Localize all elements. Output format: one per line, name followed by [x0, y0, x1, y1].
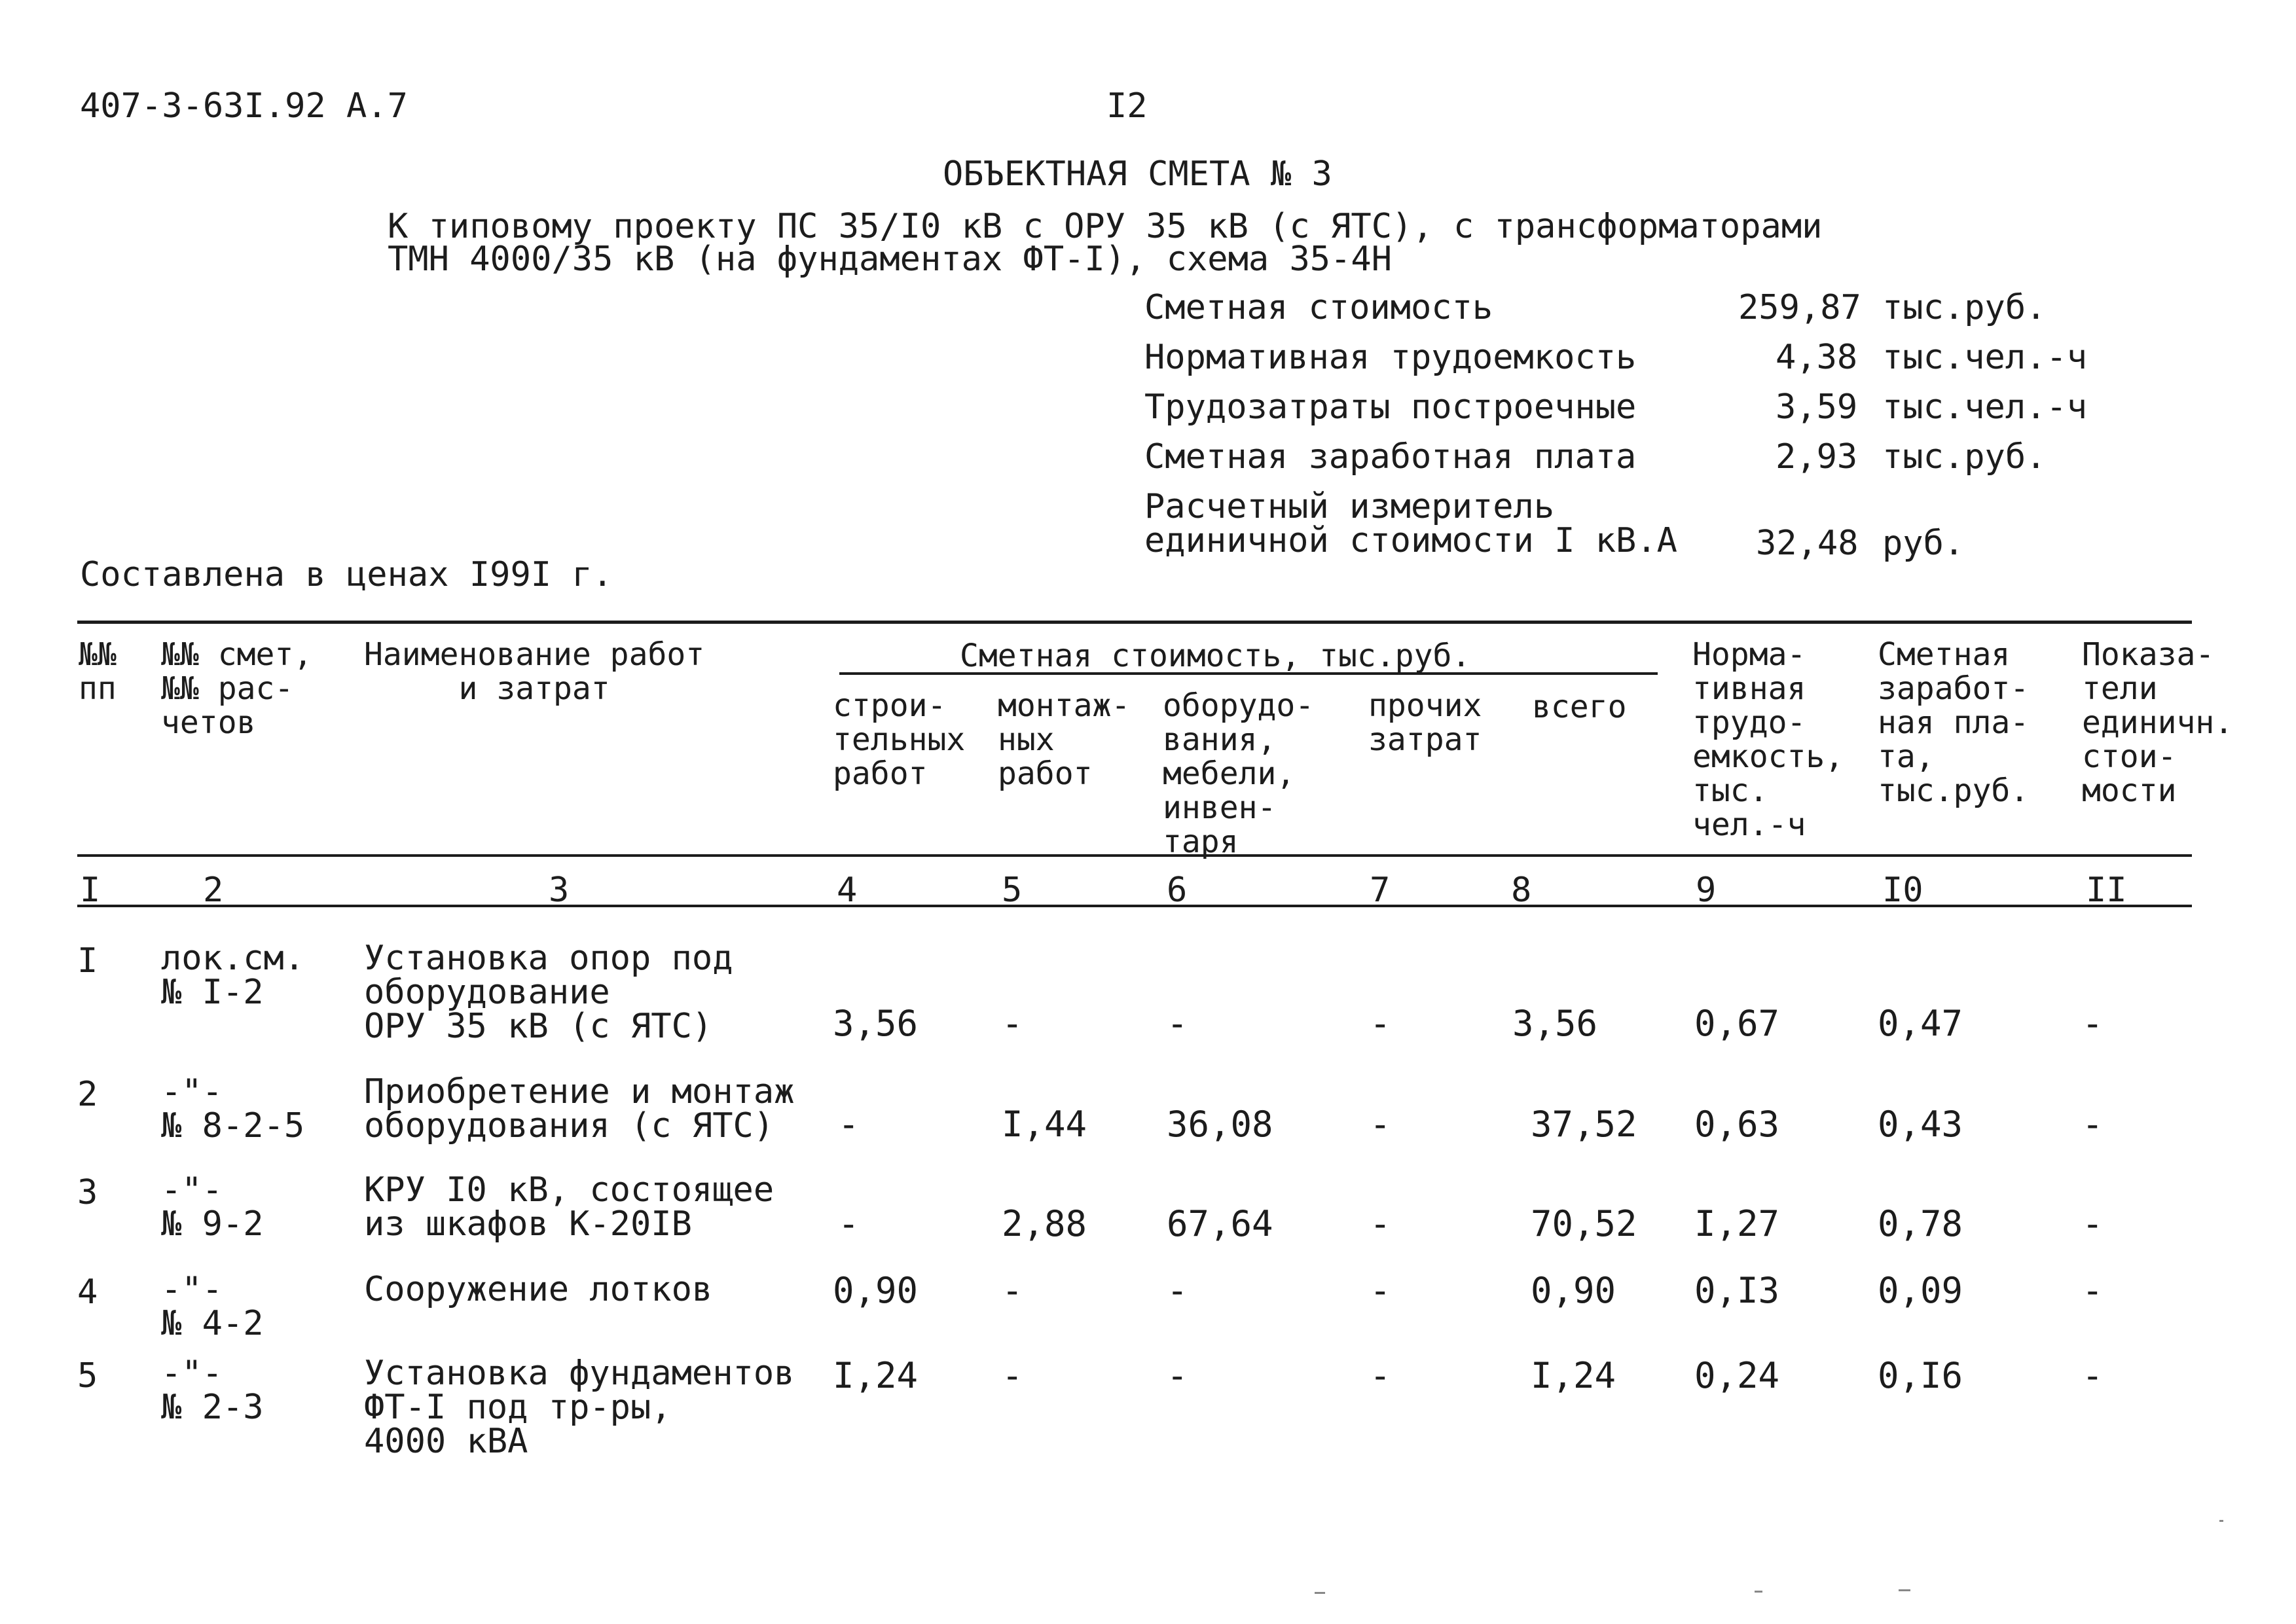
row-total-cost: 70,52: [1531, 1203, 1637, 1244]
page-number: I2: [1106, 86, 1148, 126]
header-work-name: Наименование работ и затрат: [364, 636, 705, 707]
summary-label: Трудозатраты построечные: [1144, 388, 1637, 427]
header-cost-group: Сметная стоимость, тыс.руб.: [960, 638, 1471, 674]
header-estimate-ref: №№ смет, №№ рас- четов: [161, 636, 313, 741]
row-estimate-ref: -"- № 9-2: [161, 1170, 264, 1244]
column-number: I0: [1882, 871, 1923, 910]
header-bottom-rule: [77, 854, 2192, 857]
summary-unit: тыс.чел.-ч: [1882, 388, 2088, 427]
row-unit-indicator: -: [2082, 1355, 2104, 1396]
row-work-name: Установка фундаментов ФТ-I под тр-ры, 4000 кВА: [364, 1354, 795, 1461]
row-installation-cost: 2,88: [1002, 1203, 1087, 1244]
row-wages: 0,47: [1878, 1003, 1963, 1044]
row-construction-cost: 0,90: [833, 1270, 919, 1311]
row-construction-cost: I,24: [833, 1355, 919, 1396]
row-installation-cost: -: [1002, 1355, 1023, 1396]
summary-label: Расчетный измеритель единичной стоимости I кВ.А: [1144, 487, 1677, 560]
row-labor-intensity: 0,24: [1694, 1355, 1780, 1396]
column-number: 5: [1002, 871, 1023, 910]
column-number: 7: [1370, 871, 1391, 910]
scan-speck: [1755, 1591, 1762, 1593]
summary-value: 4,38: [1776, 338, 1858, 377]
summary-value: 32,48: [1756, 524, 1859, 563]
row-other-cost: -: [1370, 1203, 1391, 1244]
row-installation-cost: -: [1002, 1270, 1023, 1311]
row-estimate-ref: -"- № 8-2-5: [161, 1072, 305, 1146]
header-equipment: оборудо- вания, мебели, инвен- таря: [1163, 687, 1315, 860]
column-number: I: [80, 871, 101, 910]
row-equipment-cost: -: [1167, 1270, 1188, 1311]
scan-speck: [2219, 1520, 2223, 1522]
row-labor-intensity: 0,67: [1694, 1003, 1780, 1044]
summary-unit: тыс.руб.: [1882, 437, 2047, 477]
row-labor-intensity: 0,I3: [1694, 1270, 1780, 1311]
row-other-cost: -: [1370, 1270, 1391, 1311]
row-estimate-ref: -"- № 2-3: [161, 1354, 264, 1427]
header-total: всего: [1532, 689, 1627, 725]
row-equipment-cost: 36,08: [1167, 1104, 1273, 1145]
header-wages: Сметная заработ- ная пла- та, тыс.руб.: [1878, 636, 2030, 809]
row-other-cost: -: [1370, 1355, 1391, 1396]
row-total-cost: 3,56: [1512, 1003, 1598, 1044]
header-labor-intensity: Норма- тивная трудо- емкость, тыс. чел.-ч: [1692, 636, 1844, 843]
summary-value: 2,93: [1776, 437, 1858, 477]
row-number: 4: [77, 1272, 98, 1312]
summary-label: Сметная заработная плата: [1144, 437, 1637, 477]
header-unit-indicators: Показа- тели единичн. стои- мости: [2082, 636, 2234, 809]
header-construction: строи- тельных работ: [833, 687, 966, 792]
column-number: 4: [837, 871, 858, 910]
column-number: II: [2086, 871, 2127, 910]
row-unit-indicator: -: [2082, 1203, 2104, 1244]
column-numbers-rule: [77, 905, 2192, 907]
row-wages: 0,43: [1878, 1104, 1963, 1145]
row-labor-intensity: 0,63: [1694, 1104, 1780, 1145]
project-subtitle-line1: К типовому проекту ПС 35/I0 кВ с ОРУ 35 кВ (с ЯТС), с трансформаторами: [388, 207, 1823, 246]
summary-label: Нормативная трудоемкость: [1144, 338, 1637, 377]
scan-speck: [1899, 1589, 1910, 1591]
row-construction-cost: 3,56: [833, 1003, 919, 1044]
row-work-name: КРУ I0 кВ, состоящее из шкафов К-20IВ: [364, 1170, 774, 1244]
row-total-cost: 37,52: [1531, 1104, 1637, 1145]
row-equipment-cost: -: [1167, 1355, 1188, 1396]
row-wages: 0,I6: [1878, 1355, 1963, 1396]
row-number: I: [77, 941, 98, 981]
row-labor-intensity: I,27: [1694, 1203, 1780, 1244]
scan-speck: [1315, 1592, 1325, 1594]
row-construction-cost: -: [838, 1104, 860, 1145]
summary-value: 259,87: [1738, 288, 1861, 327]
row-number: 2: [77, 1075, 98, 1114]
column-number: 9: [1696, 871, 1717, 910]
row-estimate-ref: -"- № 4-2: [161, 1270, 264, 1343]
row-equipment-cost: -: [1167, 1003, 1188, 1044]
row-wages: 0,78: [1878, 1203, 1963, 1244]
row-other-cost: -: [1370, 1104, 1391, 1145]
row-unit-indicator: -: [2082, 1104, 2104, 1145]
summary-unit: тыс.чел.-ч: [1882, 338, 2088, 377]
prices-note: Составлена в ценах I99I г.: [80, 555, 613, 594]
header-row-number: №№ пп: [79, 636, 117, 707]
row-wages: 0,09: [1878, 1270, 1963, 1311]
header-installation: монтаж- ных работ: [998, 687, 1131, 792]
header-other-costs: прочих затрат: [1368, 687, 1482, 758]
summary-value: 3,59: [1776, 388, 1858, 427]
column-number: 3: [549, 871, 570, 910]
row-total-cost: I,24: [1531, 1355, 1616, 1396]
row-installation-cost: -: [1002, 1003, 1023, 1044]
row-estimate-ref: лок.см. № I-2: [161, 939, 305, 1012]
column-number: 2: [203, 871, 224, 910]
summary-unit: руб.: [1882, 524, 1965, 563]
row-total-cost: 0,90: [1531, 1270, 1616, 1311]
estimate-title: ОБЪЕКТНАЯ СМЕТА № 3: [943, 154, 1332, 194]
summary-unit: тыс.руб.: [1882, 288, 2047, 327]
column-number: 6: [1167, 871, 1188, 910]
row-number: 5: [77, 1356, 98, 1396]
row-installation-cost: I,44: [1002, 1104, 1087, 1145]
column-number: 8: [1511, 871, 1532, 910]
row-unit-indicator: -: [2082, 1003, 2104, 1044]
row-equipment-cost: 67,64: [1167, 1203, 1273, 1244]
summary-label: Сметная стоимость: [1144, 288, 1493, 327]
row-unit-indicator: -: [2082, 1270, 2104, 1311]
document-code: 407-3-63I.92 А.7: [80, 86, 408, 126]
project-subtitle-line2: ТМН 4000/35 кВ (на фундаментах ФТ-I), схема 35-4Н: [388, 240, 1393, 279]
row-number: 3: [77, 1173, 98, 1212]
table-top-rule: [77, 621, 2192, 624]
row-work-name: Приобретение и монтаж оборудования (с ЯТС): [364, 1072, 795, 1146]
row-work-name: Сооружение лотков: [364, 1270, 713, 1309]
row-work-name: Установка опор под оборудование ОРУ 35 кВ (с ЯТС): [364, 939, 733, 1046]
row-construction-cost: -: [838, 1203, 860, 1244]
row-other-cost: -: [1370, 1003, 1391, 1044]
